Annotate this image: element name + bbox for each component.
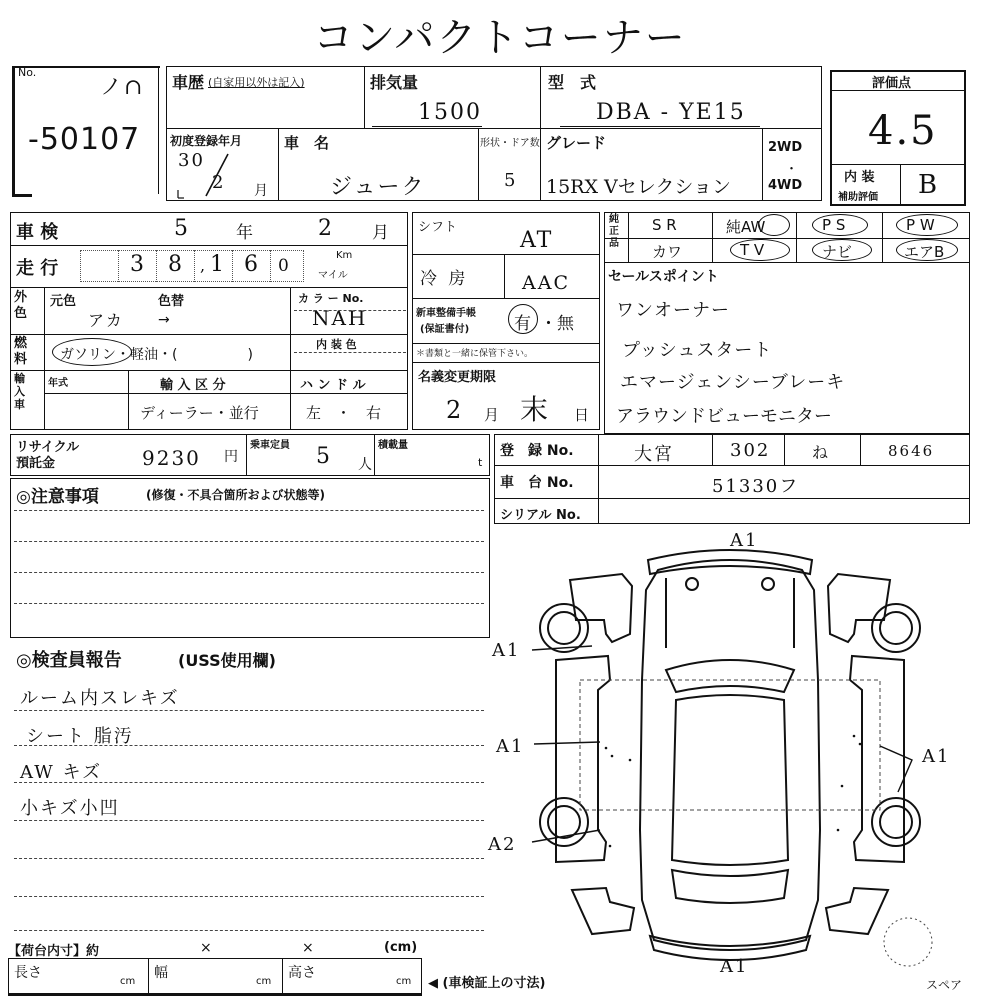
model-value: DBA - YE15: [596, 100, 746, 125]
aircon-label: 冷 房: [420, 269, 469, 289]
damage-mark: A1: [496, 736, 525, 757]
displacement-value: 1500: [418, 100, 482, 125]
mileage-unit-mile: マイル: [318, 270, 348, 281]
inspection-label: 車 検: [16, 222, 59, 243]
sales-points-label: セールスポイント: [608, 269, 719, 285]
mileage-unit-km: Km: [336, 250, 353, 261]
first-reg-label: 初度登録年月: [170, 134, 243, 148]
import-year-label: 年式: [48, 378, 68, 389]
exterior-orig-label: 元色: [50, 294, 77, 309]
cargo-note: ◀ (車検証上の寸法): [428, 976, 546, 991]
manual-sub: (保証書付): [420, 324, 470, 335]
registration-label: 登 録 No.: [500, 443, 574, 459]
inspection-month: 2: [318, 216, 334, 241]
damage-mark: A1: [730, 530, 759, 551]
drive-dot: ・: [785, 162, 799, 177]
registration-class: 302: [730, 440, 771, 461]
recycle-label: リサイクル: [16, 440, 80, 455]
equip-pw-circle: [896, 214, 958, 236]
cargo-width: 幅: [154, 965, 168, 981]
grade-value: 15RX Vセレクション: [546, 176, 732, 198]
manual-note: ＊書類と一緒に保管下さい。: [416, 349, 534, 359]
equip-ps-circle: [812, 214, 868, 236]
first-reg-year: 30: [178, 150, 205, 171]
inspector-line: AW キズ: [20, 762, 103, 783]
drive-2wd: 2WD: [768, 140, 803, 155]
color-no-value: NAH: [312, 306, 368, 330]
cargo-label: 【荷台内寸】約: [8, 944, 100, 959]
chassis-label: 車 台 No.: [500, 475, 574, 491]
cargo-x1: ×: [200, 940, 212, 956]
load-unit: t: [478, 456, 483, 469]
inspector-sub: (USS使用欄): [178, 651, 276, 670]
notes-sub: (修復・不具合箇所および状態等): [146, 488, 325, 502]
inspector-line: ルーム内スレキズ: [20, 688, 180, 709]
spare-label: スペア: [926, 978, 963, 992]
doors-label: 形状・ドア数: [480, 138, 540, 149]
load-label: 積載量: [378, 440, 408, 451]
doors-value: 5: [504, 170, 518, 191]
manual-label: 新車整備手帳: [416, 308, 476, 319]
sales-point: エマージェンシーブレーキ: [620, 372, 846, 393]
aux-label: 補助評価: [838, 192, 878, 203]
capacity-unit: 人: [358, 457, 372, 473]
drive-4wd: 4WD: [768, 178, 803, 193]
cargo-cm: cm: [120, 976, 136, 987]
name-change-label: 名義変更期限: [418, 370, 497, 385]
car-name-value: ジューク: [330, 175, 426, 200]
equip-sr: S R: [652, 216, 677, 234]
interior-label: 内 装: [844, 170, 875, 185]
equipment-label: 純正品: [609, 214, 619, 249]
registration-kana: ね: [812, 443, 831, 462]
model-label: 型 式: [548, 73, 597, 92]
mileage-digit: 0: [278, 256, 291, 276]
mileage-digit: 3: [130, 252, 146, 277]
handle-label: ハ ン ド ル: [300, 378, 366, 393]
registration-area: 大宮: [634, 444, 674, 465]
serial-label: シリアル No.: [500, 508, 581, 523]
import-label: 輸入車: [14, 372, 25, 411]
equip-pw: P W: [906, 216, 935, 234]
import-category-options: ディーラー・並行: [140, 404, 259, 422]
inspector-label: ◎検査員報告: [16, 650, 122, 671]
damage-mark: A2: [488, 834, 517, 855]
equip-ps: P S: [822, 216, 846, 234]
sales-point: アラウンドビューモニター: [616, 406, 832, 427]
damage-mark: A1: [922, 746, 951, 767]
score-label: 評価点: [872, 76, 912, 91]
fuel-label: 燃料: [14, 336, 28, 367]
color-no-label: カ ラ ー No.: [298, 292, 364, 305]
cargo-unit: (cm): [384, 940, 418, 955]
exterior-orig-value: アカ: [88, 311, 124, 330]
manual-yes: 有: [514, 314, 531, 334]
lot-no-mark: ノ∩: [100, 75, 145, 100]
equip-tv: T V: [740, 241, 765, 259]
equip-navi: ナビ: [822, 243, 853, 261]
name-change-month: 2: [446, 396, 464, 424]
inspection-month-unit: 月: [372, 223, 389, 243]
exterior-label: 外色: [14, 290, 28, 321]
equip-leather: カワ: [652, 243, 683, 261]
fuel-selected-circle: [52, 338, 132, 366]
cargo-cm: cm: [256, 976, 272, 987]
inspection-year-unit: 年: [236, 223, 253, 243]
page-title: コンパクトコーナー: [313, 15, 687, 61]
exterior-repaint-label: 色替: [158, 294, 185, 309]
damage-mark: A1: [492, 640, 521, 661]
import-category-label: 輸 入 区 分: [160, 378, 226, 393]
equip-airbag-circle: [896, 239, 958, 261]
interior-color-label: 内 装 色: [316, 338, 357, 351]
exterior-arrow: →: [158, 312, 170, 328]
interior-value: B: [918, 170, 940, 200]
equip-aw: 純AW: [726, 218, 766, 236]
car-diagram: [480, 530, 980, 1000]
grade-label: グレード: [546, 134, 607, 152]
cargo-length: 長さ: [14, 965, 42, 981]
capacity-value: 5: [316, 444, 332, 469]
name-change-month-unit: 月: [484, 406, 500, 424]
equip-navi-circle: [812, 239, 872, 261]
equip-tv-circle: [730, 239, 790, 261]
sales-point: プッシュスタート: [622, 340, 773, 361]
equip-airbag: エアB: [904, 243, 945, 261]
name-change-day-unit: 日: [574, 406, 590, 424]
history-label: 車歴: [172, 73, 205, 92]
mileage-digit: 6: [244, 252, 260, 277]
cargo-x2: ×: [302, 940, 314, 956]
shift-value: AT: [520, 228, 554, 253]
damage-mark: A1: [720, 956, 749, 977]
capacity-label: 乗車定員: [250, 440, 290, 451]
inspector-line: 小キズ小凹: [20, 798, 120, 819]
handle-options: 左 ・ 右: [306, 404, 382, 422]
car-name-label: 車 名: [284, 134, 330, 152]
cargo-height: 高さ: [288, 965, 316, 981]
first-reg-month-unit: 月: [254, 183, 268, 199]
notes-label: ◎注意事項: [16, 487, 99, 507]
first-reg-month: 2: [212, 172, 226, 193]
registration-number: 8646: [888, 442, 935, 460]
mileage-label: 走 行: [16, 258, 59, 279]
aircon-value: AAC: [522, 272, 570, 294]
manual-no: ・無: [540, 314, 574, 334]
displacement-label: 排気量: [370, 73, 419, 92]
sales-point: ワンオーナー: [616, 300, 730, 321]
recycle-label2: 預託金: [16, 456, 56, 471]
inspection-year: 5: [174, 216, 190, 241]
fuel-options: ガソリン・軽油・( ): [60, 347, 253, 363]
equip-aw-circle: [758, 214, 790, 236]
shift-label: シフト: [418, 220, 458, 235]
chassis-value: 51330フ: [712, 476, 800, 497]
recycle-value: 9230: [142, 446, 201, 470]
mileage-sep: ,: [200, 256, 208, 275]
lot-no-label: No.: [18, 66, 37, 79]
cargo-cm: cm: [396, 976, 412, 987]
inspector-line: シート 脂汚: [26, 726, 134, 747]
score-value: 4.5: [868, 108, 938, 154]
lot-number: -50107: [28, 122, 141, 157]
name-change-day: 末: [520, 393, 551, 426]
mileage-digit: 8: [168, 252, 184, 277]
history-note: (自家用以外は記入): [208, 76, 305, 89]
mileage-digit: 1: [210, 252, 226, 277]
recycle-unit: 円: [224, 449, 238, 465]
